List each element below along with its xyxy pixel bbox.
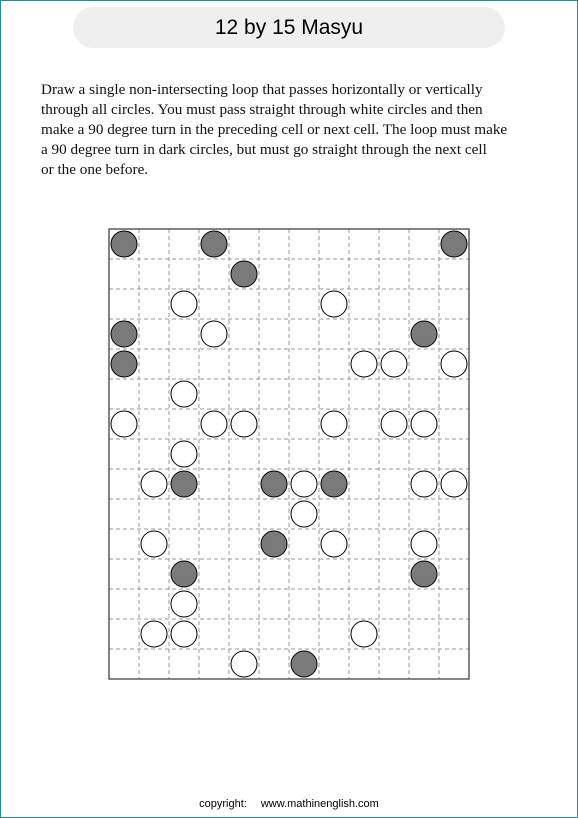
white-circle — [171, 441, 197, 467]
white-circle — [201, 411, 227, 437]
white-circle — [321, 531, 347, 557]
black-circle — [261, 471, 287, 497]
white-circle — [171, 291, 197, 317]
black-circle — [441, 231, 467, 257]
instruction-line: make a 90 degree turn in the preceding cell or next cell. The loop must make — [41, 121, 508, 138]
white-circle — [171, 381, 197, 407]
white-circle — [291, 501, 317, 527]
black-circle — [201, 231, 227, 257]
white-circle — [321, 291, 347, 317]
white-circle — [411, 411, 437, 437]
masyu-grid-svg — [108, 228, 470, 682]
white-circle — [231, 411, 257, 437]
white-circle — [231, 651, 257, 677]
page-title-text: 12 by 15 Masyu — [214, 15, 364, 39]
white-circle — [291, 471, 317, 497]
footer — [0, 798, 578, 810]
white-circle — [441, 351, 467, 377]
white-circle — [441, 471, 467, 497]
instruction-line: through all circles. You must pass straight through white circles and then — [41, 101, 483, 118]
white-circle — [381, 351, 407, 377]
white-circle — [201, 321, 227, 347]
instruction-line: Draw a single non-intersecting loop that passes horizontally or vertically — [41, 81, 483, 98]
instruction-line: a 90 degree turn in dark circles, but must go straight through the next cell — [41, 141, 487, 158]
black-circle — [291, 651, 317, 677]
black-circle — [111, 231, 137, 257]
black-circle — [231, 261, 257, 287]
white-circle — [111, 411, 137, 437]
black-circle — [111, 321, 137, 347]
site-link[interactable]: www.mathinenglish.com — [260, 798, 379, 810]
instruction-line: or the one before. — [41, 161, 149, 178]
white-circle — [141, 531, 167, 557]
page-title — [73, 7, 505, 48]
white-circle — [411, 471, 437, 497]
black-circle — [171, 471, 197, 497]
masyu-grid — [108, 228, 470, 687]
black-circle — [411, 561, 437, 587]
copyright-label: copyright: — [199, 798, 247, 810]
white-circle — [171, 621, 197, 647]
instructions — [41, 80, 551, 180]
black-circle — [411, 321, 437, 347]
white-circle — [321, 411, 347, 437]
white-circle — [171, 591, 197, 617]
black-circle — [111, 351, 137, 377]
white-circle — [351, 351, 377, 377]
white-circle — [141, 471, 167, 497]
black-circle — [321, 471, 347, 497]
white-circle — [411, 531, 437, 557]
white-circle — [351, 621, 377, 647]
white-circle — [141, 621, 167, 647]
white-circle — [381, 411, 407, 437]
black-circle — [171, 561, 197, 587]
black-circle — [261, 531, 287, 557]
